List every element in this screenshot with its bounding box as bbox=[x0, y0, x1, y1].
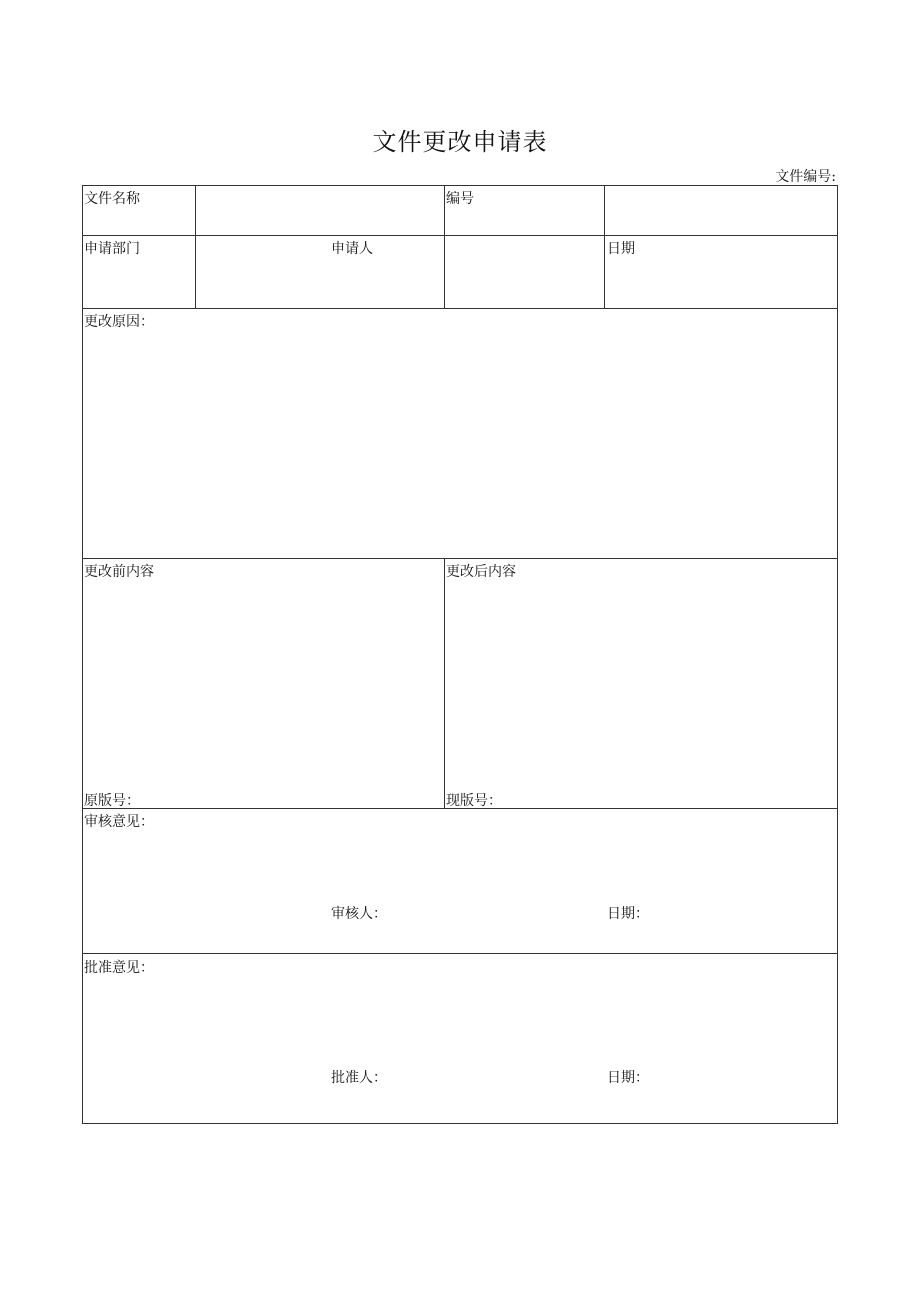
change-reason-label: 更改原因： bbox=[84, 314, 154, 330]
content-before-cell[interactable] bbox=[82, 558, 445, 809]
document-number-label: 文件编号: bbox=[775, 169, 836, 185]
approval-date-label: 日期： bbox=[607, 1070, 649, 1086]
review-opinion-cell[interactable] bbox=[82, 808, 838, 954]
number-label: 编号 bbox=[446, 191, 474, 207]
form-title: 文件更改申请表 bbox=[372, 128, 548, 156]
date-cell[interactable] bbox=[604, 235, 838, 309]
applicant-label: 申请人 bbox=[331, 241, 373, 257]
approval-opinion-cell[interactable] bbox=[82, 953, 838, 1124]
original-version-label: 原版号： bbox=[84, 793, 140, 809]
applicant-value-cell[interactable] bbox=[444, 235, 605, 309]
content-before-label: 更改前内容 bbox=[84, 564, 154, 580]
file-name-value-cell[interactable] bbox=[195, 185, 445, 236]
content-after-label: 更改后内容 bbox=[446, 564, 516, 580]
reviewer-label: 审核人： bbox=[331, 906, 387, 922]
department-label: 申请部门 bbox=[84, 241, 140, 257]
change-reason-cell[interactable] bbox=[82, 308, 838, 559]
current-version-label: 现版号： bbox=[446, 793, 502, 809]
review-opinion-label: 审核意见： bbox=[84, 814, 154, 830]
number-value-cell[interactable] bbox=[604, 185, 838, 236]
content-after-cell[interactable] bbox=[444, 558, 838, 809]
approver-label: 批准人： bbox=[331, 1070, 387, 1086]
file-name-label: 文件名称 bbox=[84, 191, 140, 207]
review-date-label: 日期： bbox=[607, 906, 649, 922]
applicant-label-cell bbox=[195, 235, 445, 309]
date-label: 日期 bbox=[607, 241, 635, 257]
approval-opinion-label: 批准意见： bbox=[84, 960, 154, 976]
